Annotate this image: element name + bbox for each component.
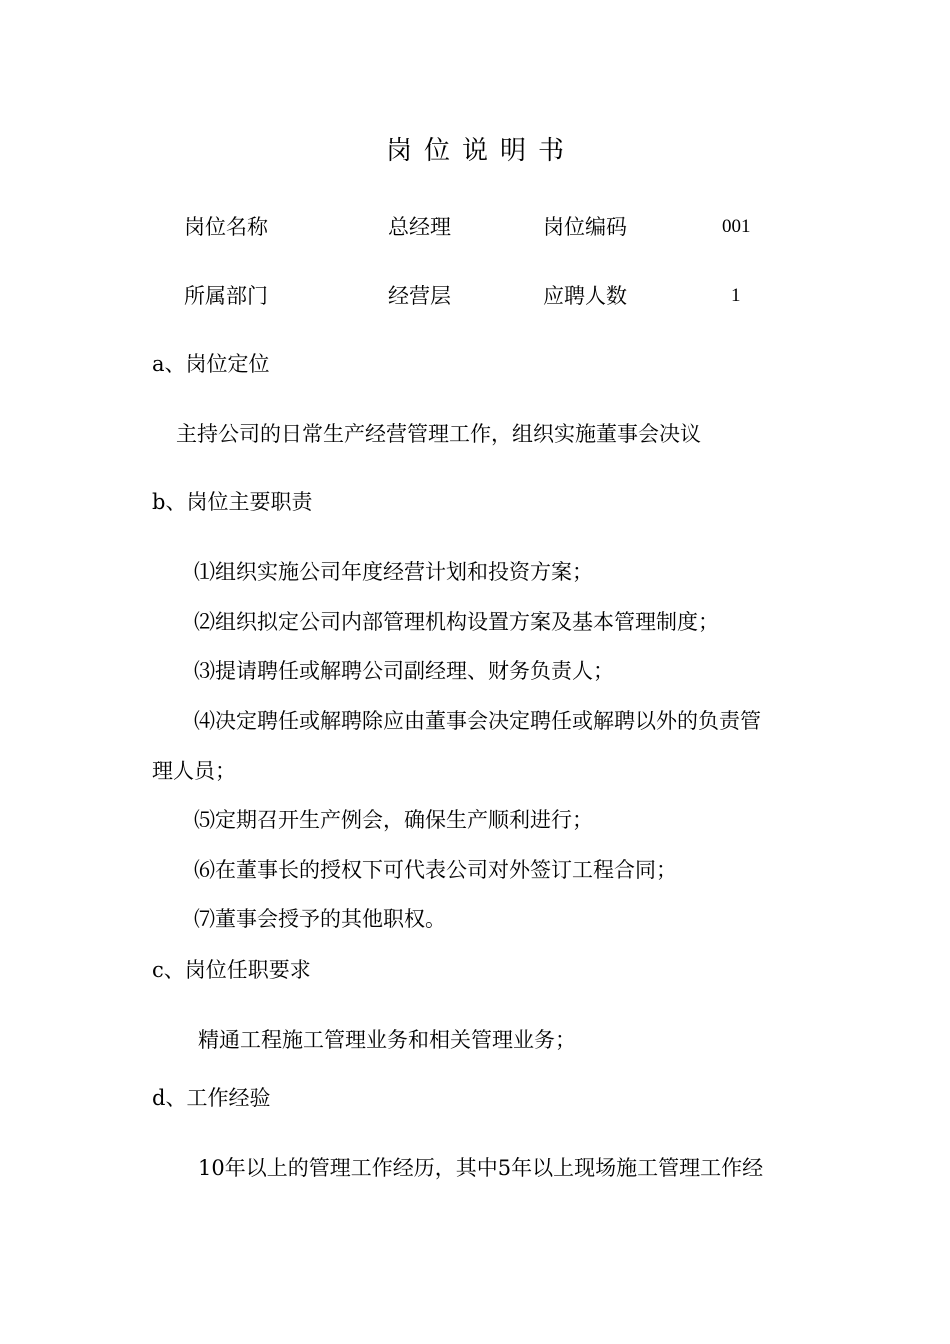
position-code-label: 岗位编码 bbox=[543, 215, 627, 239]
section-a-heading: a、岗位定位 bbox=[152, 352, 270, 376]
section-c-text: 精通工程施工管理业务和相关管理业务； bbox=[198, 1028, 576, 1052]
section-a-text: 主持公司的日常生产经营管理工作，组织实施董事会决议 bbox=[176, 422, 701, 446]
duty-item: ⑵组织拟定公司内部管理机构设置方案及基本管理制度； bbox=[194, 610, 719, 634]
duty-item: ⑸定期召开生产例会，确保生产顺利进行； bbox=[194, 808, 593, 832]
position-code-value: 001 bbox=[722, 216, 751, 237]
document-title: 岗位说明书 bbox=[385, 136, 576, 166]
duty-item-continuation: 理人员； bbox=[152, 759, 236, 783]
section-d-text: 10年以上的管理工作经历，其中5年以上现场施工管理工作经 bbox=[198, 1156, 764, 1180]
headcount-label: 应聘人数 bbox=[543, 284, 627, 308]
department-value: 经营层 bbox=[388, 284, 451, 308]
department-label: 所属部门 bbox=[184, 284, 268, 308]
duty-item: ⑶提请聘任或解聘公司副经理、财务负责人； bbox=[194, 659, 614, 683]
section-c-heading: c、岗位任职要求 bbox=[152, 958, 311, 982]
section-b-heading: b、岗位主要职责 bbox=[152, 490, 313, 514]
duty-item: ⑷决定聘任或解聘除应由董事会决定聘任或解聘以外的负责管 bbox=[194, 709, 761, 733]
position-name-value: 总经理 bbox=[388, 215, 451, 239]
duty-item: ⑴组织实施公司年度经营计划和投资方案； bbox=[194, 560, 593, 584]
position-name-label: 岗位名称 bbox=[184, 215, 268, 239]
duty-item: ⑺董事会授予的其他职权。 bbox=[194, 907, 446, 931]
duty-item: ⑹在董事长的授权下可代表公司对外签订工程合同； bbox=[194, 858, 677, 882]
section-d-heading: d、工作经验 bbox=[152, 1086, 271, 1110]
headcount-value: 1 bbox=[731, 285, 741, 306]
